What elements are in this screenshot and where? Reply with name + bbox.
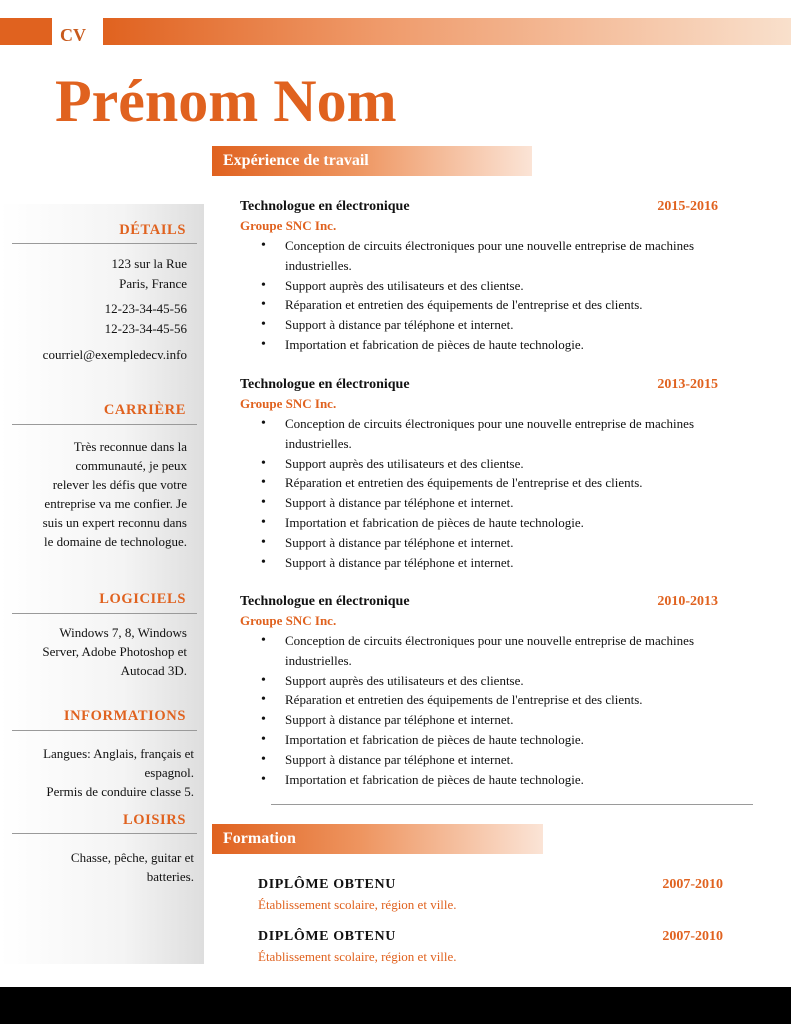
software-line: Windows 7, 8, Windows [59,625,187,640]
job-company: Groupe SNC Inc. [240,613,337,628]
education-heading: Formation [212,824,543,854]
software-divider [12,613,197,614]
job-bullet-continuation: industrielles. [285,257,352,273]
job-bullet: • Importation et fabrication de pièces de haute technologie. [240,335,740,355]
cv-label: CV [60,25,86,45]
info-line: espagnol. [144,765,194,780]
job-bullet: • Support à distance par téléphone et internet. [240,533,740,553]
job-bullet: • Support auprès des utilisateurs et des clientse. [240,454,740,474]
job-company: Groupe SNC Inc. [240,396,337,411]
degree-title: DIPLÔME OBTENU [258,929,396,944]
career-line: le domaine de technologue. [44,534,187,549]
job-bullet-list [240,236,740,355]
job-bullet: • Support à distance par téléphone et internet. [240,493,740,513]
phone-1: 12-23-34-45-56 [104,301,187,316]
job-bullet: • Importation et fabrication de pièces de haute technologie. [240,513,740,533]
header-gradient-bar [103,18,791,45]
hobbies-heading: LOISIRS [122,812,186,828]
software-heading: LOGICIELS [99,591,186,607]
address-line-2: Paris, France [119,276,187,291]
career-line: suis un expert reconnu dans [42,515,187,530]
job-date: 2015-2016 [657,199,718,214]
hobbies-line: Chasse, pêche, guitar et [70,850,194,865]
degree-date: 2007-2010 [662,929,723,944]
degree-title: DIPLÔME OBTENU [258,877,396,892]
details-heading: DÉTAILS [119,222,186,238]
software-line: Autocad 3D. [120,663,187,678]
hobbies-divider [12,833,197,834]
job-bullet: • Support à distance par téléphone et internet. [240,315,740,335]
job-bullet-list [240,631,740,789]
candidate-name: Prénom Nom [55,68,397,134]
email: courriel@exempledecv.info [42,347,187,362]
job-title: Technologue en électronique [240,199,410,214]
job-title: Technologue en électronique [240,377,410,392]
job-bullet: • Importation et fabrication de pièces de haute technologie. [240,730,740,750]
phone-2: 12-23-34-45-56 [104,321,187,336]
career-divider [12,424,197,425]
job-date: 2010-2013 [657,594,718,609]
job-bullet: • Réparation et entretien des équipements de l'entreprise et des clients. [240,473,740,493]
info-line: Langues: Anglais, français et [43,746,194,761]
job-bullet: • Support auprès des utilisateurs et des clientse. [240,671,740,691]
career-line: communauté, je peux [75,458,187,473]
software-line: Server, Adobe Photoshop et [42,644,187,659]
job-bullet: • Réparation et entretien des équipements de l'entreprise et des clients. [240,690,740,710]
school-name: Établissement scolaire, région et ville. [258,949,457,964]
sidebar [0,204,204,964]
job-bullet: • Conception de circuits électroniques pour une nouvelle entreprise de machines [240,631,740,651]
job-bullet: • Support à distance par téléphone et internet. [240,710,740,730]
job-bullet: • Réparation et entretien des équipements de l'entreprise et des clients. [240,295,740,315]
info-heading: INFORMATIONS [63,708,186,724]
details-divider [12,243,197,244]
job-bullet: • Conception de circuits électroniques pour une nouvelle entreprise de machines [240,236,740,256]
info-divider [12,730,197,731]
career-heading: CARRIÈRE [103,402,186,418]
job-bullet: • Support à distance par téléphone et internet. [240,553,740,573]
job-bullet: • Conception de circuits électroniques pour une nouvelle entreprise de machines [240,414,740,434]
job-bullet-continuation: industrielles. [285,435,352,451]
bottom-bar [0,987,791,1024]
job-bullet: • Support auprès des utilisateurs et des clientse. [240,276,740,296]
career-line: entreprise va me confier. Je [44,496,187,511]
cv-accent-block [0,18,52,45]
career-line: relever les défis que votre [52,477,187,492]
job-bullet: • Support à distance par téléphone et internet. [240,750,740,770]
job-bullet: • Importation et fabrication de pièces de haute technologie. [240,770,740,790]
degree-date: 2007-2010 [662,877,723,892]
address-line-1: 123 sur la Rue [111,256,187,271]
career-line: Très reconnue dans la [73,439,187,454]
job-date: 2013-2015 [657,377,718,392]
job-title: Technologue en électronique [240,594,410,609]
school-name: Établissement scolaire, région et ville. [258,897,457,912]
info-line: Permis de conduire classe 5. [46,784,194,799]
job-bullet-continuation: industrielles. [285,652,352,668]
job-company: Groupe SNC Inc. [240,218,337,233]
job-bullet-list [240,414,740,572]
experience-heading: Expérience de travail [212,146,532,176]
experience-divider [271,804,753,805]
hobbies-line: batteries. [146,869,194,884]
